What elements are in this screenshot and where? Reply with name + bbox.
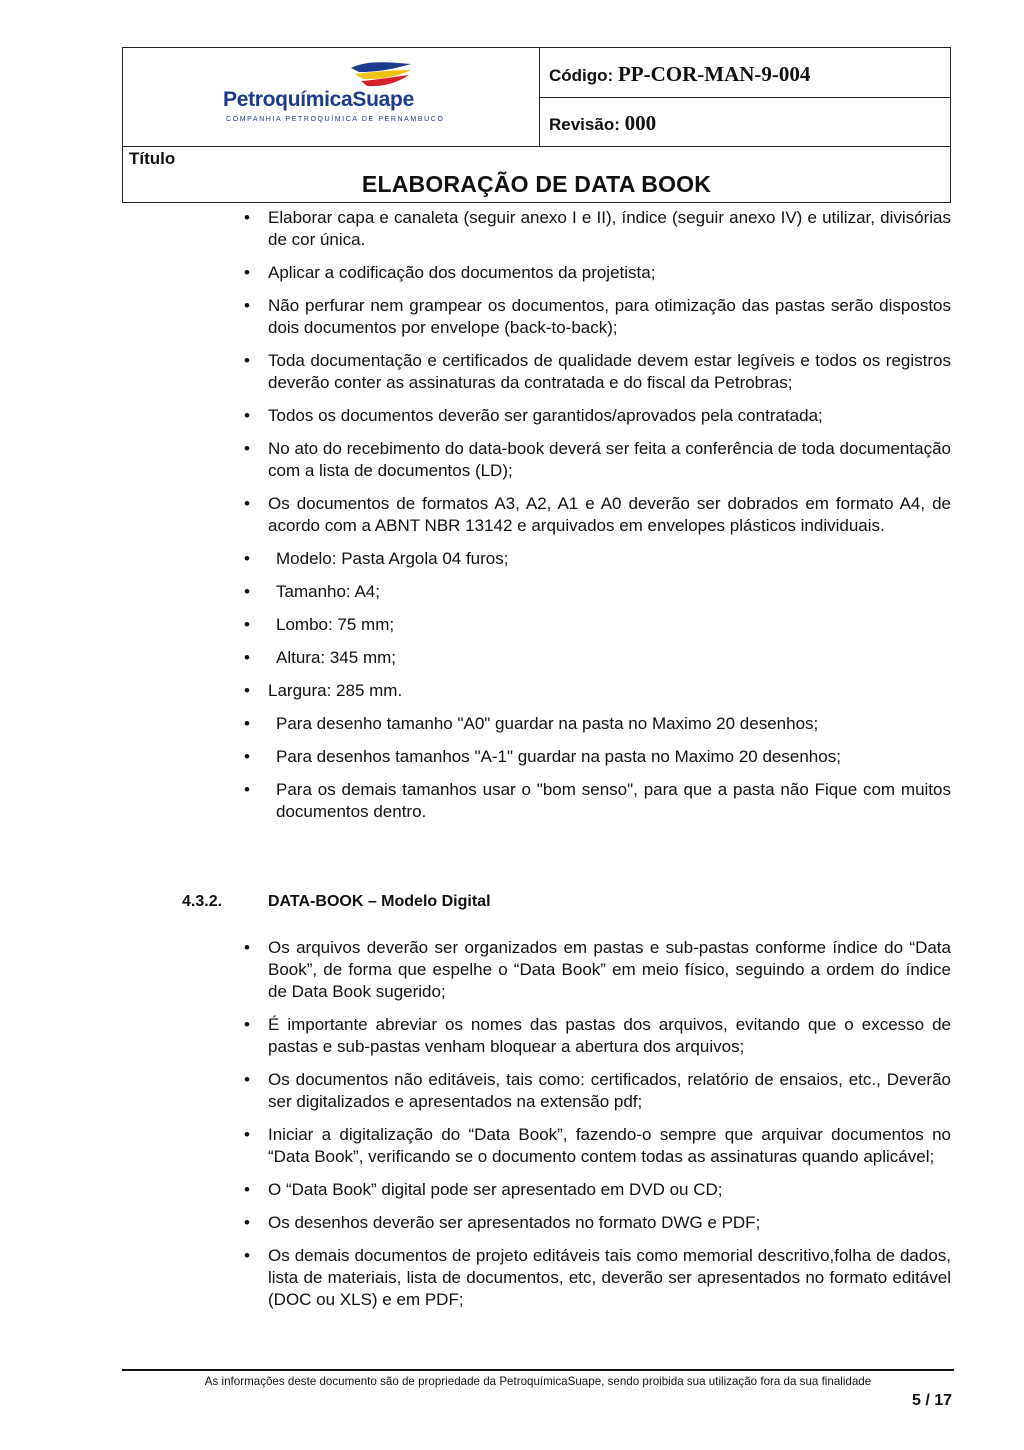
digital-databook-list (244, 937, 951, 1311)
list-item: • Para desenho tamanho "A0" guardar na pasta no Maximo 20 desenhos; (244, 713, 951, 735)
code-label: Código: (549, 66, 614, 85)
section-title: DATA-BOOK – Modelo Digital (268, 893, 491, 910)
company-logo (223, 58, 445, 133)
list-item: • Para os demais tamanhos usar o "bom senso", para que a pasta não Fique com muitos documentos dentro. (244, 779, 951, 823)
title-label: Título (129, 149, 176, 168)
list-item: • Largura: 285 mm. (244, 680, 951, 702)
logo-brand-text: PetroquímicaSuape (223, 88, 414, 111)
list-item: • Os documentos de formatos A3, A2, A1 e A0 deverão ser dobrados em formato A4, de acordo com a ABNT NBR 13142 e arquivados em envelopes plásticos individuais. (244, 493, 951, 537)
revision-label: Revisão: (549, 115, 620, 134)
header-divider-title (123, 146, 950, 147)
footer-notice: As informações deste documento são de propriedade da PetroquímicaSuape, sendo proibida sua utilização fora da sua finalidade (204, 1375, 872, 1388)
list-item: • Todos os documentos deverão ser garantidos/aprovados pela contratada; (244, 405, 951, 427)
list-item: • Os arquivos deverão ser organizados em pastas e sub-pastas conforme índice do “Data Book”, de forma que espelhe o “Data Book” em meio físico, seguindo a ordem do índice de Data Book sugerido; (244, 937, 951, 1003)
list-item: • Elaborar capa e canaleta (seguir anexo I e II), índice (seguir anexo IV) e utilizar, divisórias de cor única. (244, 207, 951, 251)
list-item: • Aplicar a codificação dos documentos da projetista; (244, 262, 951, 284)
list-item: • É importante abreviar os nomes das pastas dos arquivos, evitando que o excesso de pastas e sub-pastas venham bloquear a abertura dos arquivos; (244, 1014, 951, 1058)
revision-value: 000 (624, 111, 657, 135)
list-item: • O “Data Book” digital pode ser apresentado em DVD ou CD; (244, 1179, 951, 1201)
list-item: • Não perfurar nem grampear os documentos, para otimização das pastas serão dispostos dois documentos por envelope (back-to-back); (244, 295, 951, 339)
list-item: • Toda documentação e certificados de qualidade devem estar legíveis e todos os registros deverão conter as assinaturas da contratada e do fiscal da Petrobras; (244, 350, 951, 394)
document-revision (549, 111, 656, 136)
list-item: • Altura: 345 mm; (244, 647, 951, 669)
footer-rule (122, 1369, 954, 1371)
section-number: 4.3.2. (182, 893, 223, 910)
list-item: • Modelo: Pasta Argola 04 furos; (244, 548, 951, 570)
logo-subtitle: COMPANHIA PETROQUÍMICA DE PERNAMBUCO (226, 116, 445, 123)
section-heading (182, 893, 491, 911)
list-item: • Iniciar a digitalização do “Data Book”, fazendo-o sempre que arquivar documentos no “Data Book”, verificando se o documento contem todas as assinaturas quando aplicável; (244, 1124, 951, 1168)
list-item: • Tamanho: A4; (244, 581, 951, 603)
list-item: • Lombo: 75 mm; (244, 614, 951, 636)
list-item: • No ato do recebimento do data-book deverá ser feita a conferência de toda documentação com a lista de documentos (LD); (244, 438, 951, 482)
list-item: • Os demais documentos de projeto editáveis tais como memorial descritivo,folha de dados, lista de materiais, lista de documentos, etc, deverão ser apresentados no formato editável (DOC ou XLS) e em PDF; (244, 1245, 951, 1311)
header-divider-code (539, 97, 950, 98)
page-number: 5 / 17 (911, 1392, 952, 1409)
physical-databook-list (244, 207, 951, 823)
list-item: • Para desenhos tamanhos "A-1" guardar na pasta no Maximo 20 desenhos; (244, 746, 951, 768)
flag-swoosh-icon (345, 60, 413, 90)
document-code (549, 62, 810, 87)
document-header (122, 47, 951, 203)
document-title: ELABORAÇÃO DE DATA BOOK (361, 171, 712, 197)
code-value: PP-COR-MAN-9-004 (617, 62, 811, 86)
list-item: • Os desenhos deverão ser apresentados no formato DWG e PDF; (244, 1212, 951, 1234)
list-item: • Os documentos não editáveis, tais como: certificados, relatório de ensaios, etc., Deverão ser digitalizados e apresentados na extensão pdf; (244, 1069, 951, 1113)
